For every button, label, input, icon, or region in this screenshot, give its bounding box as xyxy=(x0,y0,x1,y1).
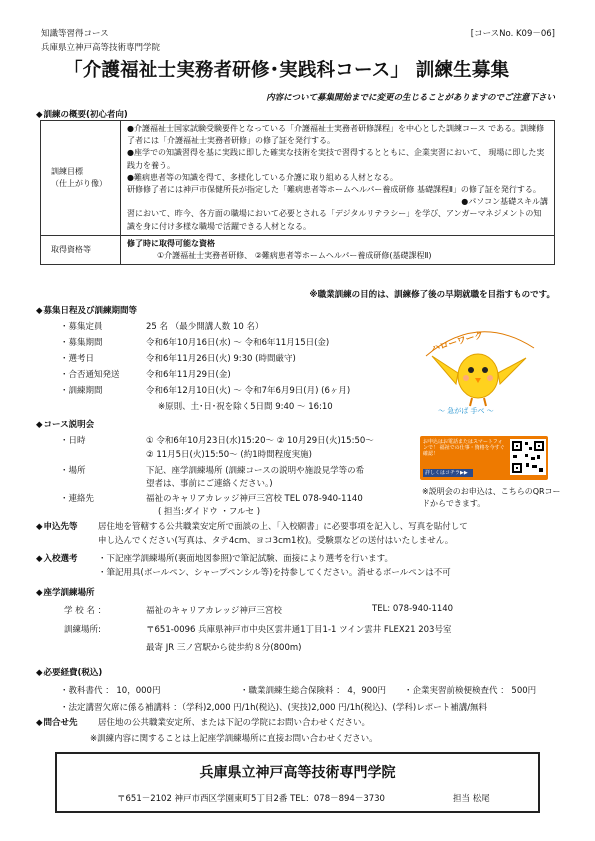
briefing-place-line1: 下記、座学訓練場所 (訓練コースの説明や施設見学等の希 xyxy=(146,466,365,476)
page-title: 「介護福祉士実務者研修･実践科コース」 訓練生募集 xyxy=(64,60,510,81)
diamond-icon: ◆ xyxy=(36,306,43,316)
training-hours-note: ※原則、土･日･祝を除く5日間 9:40 ～ 16:10 xyxy=(158,402,333,412)
school-name-label: 学 校 名 ： xyxy=(64,606,107,616)
selection-heading: ◆入校選考 xyxy=(36,554,78,564)
apply-heading: ◆申込先等 xyxy=(36,522,78,532)
overview-heading: ◆訓練の概要(初心者向) xyxy=(36,110,128,120)
qr-banner[interactable] xyxy=(420,436,548,480)
qr-detail-button[interactable]: 詳しくはコチラ▶▶ xyxy=(423,469,473,477)
diamond-icon: ◆ xyxy=(36,668,43,678)
diamond-icon: ◆ xyxy=(36,522,43,532)
course-type: 知識等習得コース xyxy=(41,29,109,39)
venue-tel: TEL: 078-940-1140 xyxy=(372,604,454,614)
selection-line1: ・下記座学訓練場所(裏面地図参照)で筆記試験、面接により選考を行います。 xyxy=(98,554,393,564)
diamond-icon: ◆ xyxy=(36,420,43,430)
period-value: 令和6年10月16日(水) ～ 令和6年11月15日(金) xyxy=(146,338,330,348)
briefing-date-label: ・日時 xyxy=(60,436,86,446)
venue-access: 最寄 JR 三ノ宮駅から徒歩約８分(800m) xyxy=(146,643,302,653)
qualification-text: 修了時に取得可能な資格 ①介護福祉士実務者研修、 ②難病患者等ホームヘルパー養成研修(基礎課程Ⅱ) xyxy=(121,235,555,264)
mascot-bird-icon xyxy=(418,318,542,418)
selection-line2: ・筆記用具(ボールペン、シャープペンシル等)を持参してください。消せるボールペンは不可 xyxy=(98,568,451,578)
diamond-icon: ◆ xyxy=(36,588,43,598)
venue-place-label: 訓練場所: xyxy=(64,625,101,635)
footer-school-name: 兵庫県立神戸高等技術専門学院 xyxy=(199,765,396,781)
result-label: ・合否通知発送 xyxy=(60,370,120,380)
qr-banner-text: お申込はお電話またはスマートフォンで！ 福祉での仕事・資格を今すぐ確認！ xyxy=(423,439,505,457)
footer-contact-person: 担当 松尾 xyxy=(453,794,490,804)
capacity-label: ・募集定員 xyxy=(60,322,103,332)
briefing-date-line1: ① 令和6年10月23日(水)15:20～ ② 10月29日(火)15:50～ xyxy=(146,436,374,446)
venue-address: 〒651-0096 兵庫県神戸市中央区雲井通1丁目1-1 ツイン雲井 FLEX21 203号室 xyxy=(146,625,452,635)
qr-note: ※説明会のお申込は、こちらのQRコードからできます。 xyxy=(422,487,561,508)
result-value: 令和6年11月29日(金) xyxy=(146,370,231,380)
footer-address: 〒651－2102 神戸市西区学園東町5丁目2番 TEL：078－894－3730 xyxy=(117,794,385,804)
exam-date-label: ・選考日 xyxy=(60,354,95,364)
training-period-label: ・訓練期間 xyxy=(60,386,103,396)
capacity-value: 25 名 （最少開講人数 10 名） xyxy=(146,322,264,332)
qualification-label: 取得資格等 xyxy=(41,235,121,264)
briefing-place-line2: 望者は、事前にご連絡ください。) xyxy=(146,479,273,489)
qr-code-icon[interactable] xyxy=(510,439,546,475)
schedule-heading: ◆募集日程及び訓練期間等 xyxy=(36,306,138,316)
change-notice: 内容について募集開始までに変更の生じることがありますのでご注意下さい xyxy=(266,93,555,103)
makeup-fee: ・法定講習欠席に係る補講料 ：（学科)2,000 円/1h(税込)、(実技)2,000 円/1h(税込)、(学科)レポート補講/無料 xyxy=(60,703,488,713)
goal-label: 訓練目標 （仕上がり像） xyxy=(41,121,121,236)
briefing-heading: ◆コース説明会 xyxy=(36,420,95,430)
goal-row xyxy=(41,121,555,236)
venue-heading: ◆座学訓練場所 xyxy=(36,588,95,598)
qualification-row xyxy=(41,235,555,264)
goal-text: ●介護福祉士国家試験受験要件となっている「介護福祉士実務者研修課程」を中心とした訓練コース である。訓練修了者には「介護福祉士実務者研修」の修了証を発行する。 ●座学での知識習得を基に実践に即した確実な技術を実技で習得するとともに、企業実習において、 現場に即した実践力を養う。 ●難病患者等の知識を得て、多様化している介護に取り組める人材となる。 研修修了者には神戸市保健所長が指定した「難病患者等ホームヘルパー養成研修 基礎課程Ⅱ」の修了証を発行する。 ●パソコン基礎スキル講 習において、昨今、各方面の職場において必要とされる「デジタルリテラシー」を学び、アンガーマネジメントの知識を身に付け多様な職場で活躍できる人材となる。 xyxy=(121,121,555,236)
inquiry-heading: ◆問合せ先 xyxy=(36,718,78,728)
footer-contact-box xyxy=(55,752,540,813)
briefing-contact-label: ・連絡先 xyxy=(60,494,95,504)
hello-training-mascot xyxy=(418,318,542,418)
inquiry-line1: 居住地の公共職業安定所、または下記の学院にお問い合わせください。 xyxy=(98,718,371,728)
period-label: ・募集期間 xyxy=(60,338,103,348)
purpose-note: ※職業訓練の目的は、訓練修了後の早期就職を目指すものです。 xyxy=(309,290,555,300)
mascot-subtitle: ～ 急がば 手べ ～ xyxy=(438,407,494,415)
textbook-fee: ・教科書代 ： 10，000円 xyxy=(60,686,161,696)
apply-line1: 居住地を管轄する公共職業安定所で面談の上、「入校願書」に必要事項を記入し、写真を貼付して xyxy=(98,522,468,532)
svg-text:ハローワーク: ハローワーク xyxy=(430,330,485,355)
organization-name: 兵庫県立神戸高等技術専門学院 xyxy=(41,43,161,53)
briefing-date-line2: ② 11月5日(火)15:50～ (約1時間程度実施) xyxy=(146,450,312,460)
diamond-icon: ◆ xyxy=(36,554,43,564)
diamond-icon: ◆ xyxy=(36,718,43,728)
inquiry-line2: ※訓練内容に関することは上記座学訓練場所に直接お問い合わせください。 xyxy=(90,734,378,744)
costs-heading: ◆必要経費(税込) xyxy=(36,668,103,678)
course-number: [コースNo. K09－06] xyxy=(470,29,555,39)
overview-table xyxy=(40,120,555,265)
briefing-contact-line2: ( 担当:ダイドウ ・フルセ ) xyxy=(158,507,261,517)
briefing-contact-line1: 福祉のキャリアカレッジ神戸三宮校 TEL 078-940-1140 xyxy=(146,494,363,504)
school-name: 福祉のキャリアカレッジ神戸三宮校 xyxy=(146,606,282,616)
training-period-value: 令和6年12月10日(火) ～ 令和7年6月9日(月) (6ヶ月) xyxy=(146,386,351,396)
briefing-place-label: ・場所 xyxy=(60,466,86,476)
health-check-fee: ・企業実習前検便検査代 ： 500円 xyxy=(404,686,537,696)
exam-date-value: 令和6年11月26日(火) 9:30 (時間厳守) xyxy=(146,354,296,364)
apply-line2: 申し込んでください(写真は、タテ4cm、ヨコ3cm1枚)。受験票などの送付はいたしません。 xyxy=(98,536,454,546)
diamond-icon: ◆ xyxy=(36,110,43,120)
insurance-fee: ・職業訓練生総合保険料 ： 4，900円 xyxy=(240,686,387,696)
